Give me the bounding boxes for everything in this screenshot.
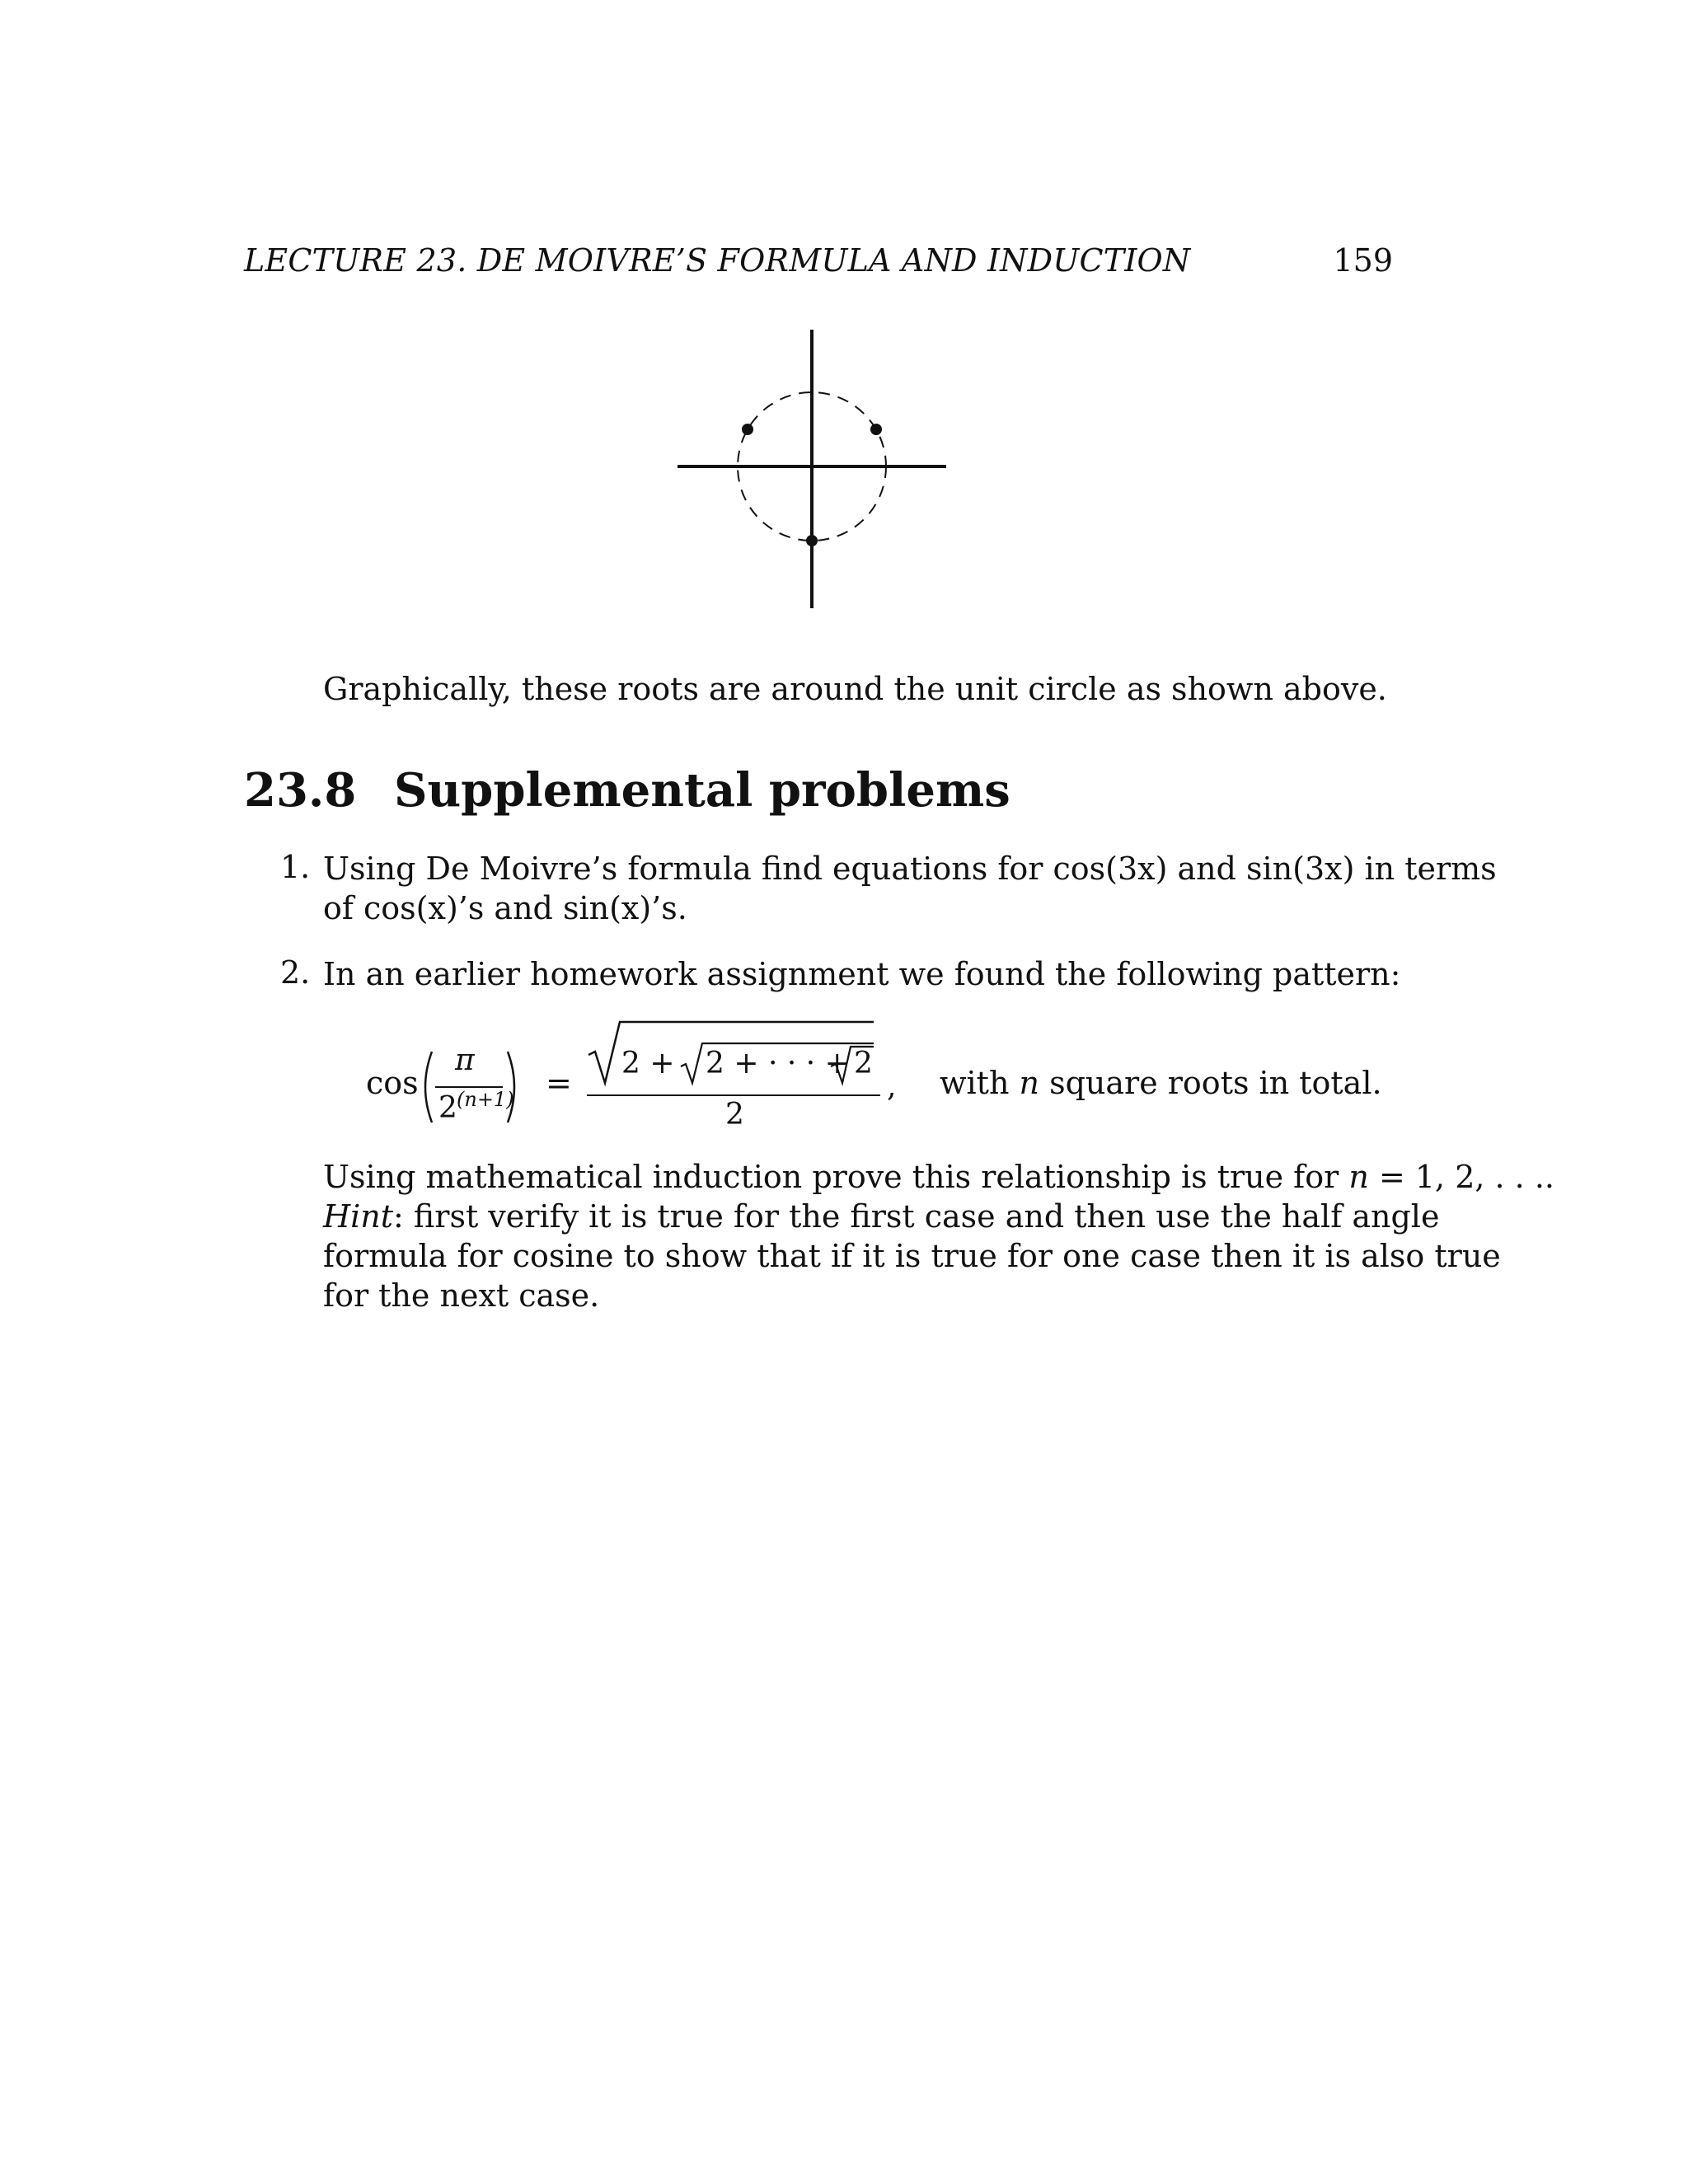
root-point-upper-right — [870, 424, 882, 435]
root-point-bottom — [806, 535, 818, 546]
problem-2-body-line-4: for the next case. — [323, 1277, 600, 1314]
problem-1-number: 1. — [280, 849, 311, 885]
problem-2-body-line-1: Using mathematical induction prove this relationship is true for n = 1, 2, . . .. — [323, 1159, 1555, 1195]
power-exponent: (n+1) — [457, 1088, 514, 1111]
power-base: 2 — [438, 1091, 457, 1125]
section-title: Supplemental problems — [394, 763, 1010, 818]
cos-operator: cos — [366, 1065, 419, 1101]
equation-comma: , — [887, 1070, 897, 1104]
problem-1-line-2: of cos(x)’s and sin(x)’s. — [323, 890, 687, 926]
section-heading — [244, 763, 1010, 818]
fraction-bar-right — [587, 1094, 880, 1096]
equation-remark: with n square roots in total. — [940, 1065, 1382, 1101]
equals-sign: = — [546, 1065, 572, 1101]
problem-2-intro: In an earlier homework assignment we found the following pattern: — [323, 956, 1401, 992]
problem-2-number: 2. — [280, 954, 311, 991]
display-equation — [363, 1019, 1401, 1134]
problem-2-body-line-3: formula for cosine to show that if it is true for one case then it is also true — [323, 1238, 1501, 1274]
section-number: 23.8 — [244, 763, 357, 818]
page-number: 159 — [1333, 242, 1393, 279]
figure-caption-text: Graphically, these roots are around the unit circle as shown above. — [323, 671, 1387, 707]
denominator: 2 — [725, 1098, 744, 1132]
root-point-upper-left — [742, 424, 753, 435]
numerator-part-b: 2 + · · · + — [706, 1047, 860, 1080]
numerator-part-c: 2 — [854, 1047, 873, 1080]
problem-2-body-line-2: Hint: first verify it is true for the first case and then use the half angle — [323, 1198, 1440, 1235]
unit-circle-figure — [676, 326, 948, 612]
hint-label: Hint — [323, 1198, 394, 1235]
running-head: LECTURE 23. DE MOIVRE’S FORMULA AND INDUCTION — [244, 242, 1191, 279]
right-paren — [504, 1050, 523, 1124]
problem-1-line-1: Using De Moivre’s formula find equations for cos(3x) and sin(3x) in terms — [323, 851, 1497, 887]
pi-symbol: π — [455, 1043, 475, 1077]
numerator-part-a: 2 + — [621, 1047, 684, 1080]
left-paren — [417, 1050, 435, 1124]
